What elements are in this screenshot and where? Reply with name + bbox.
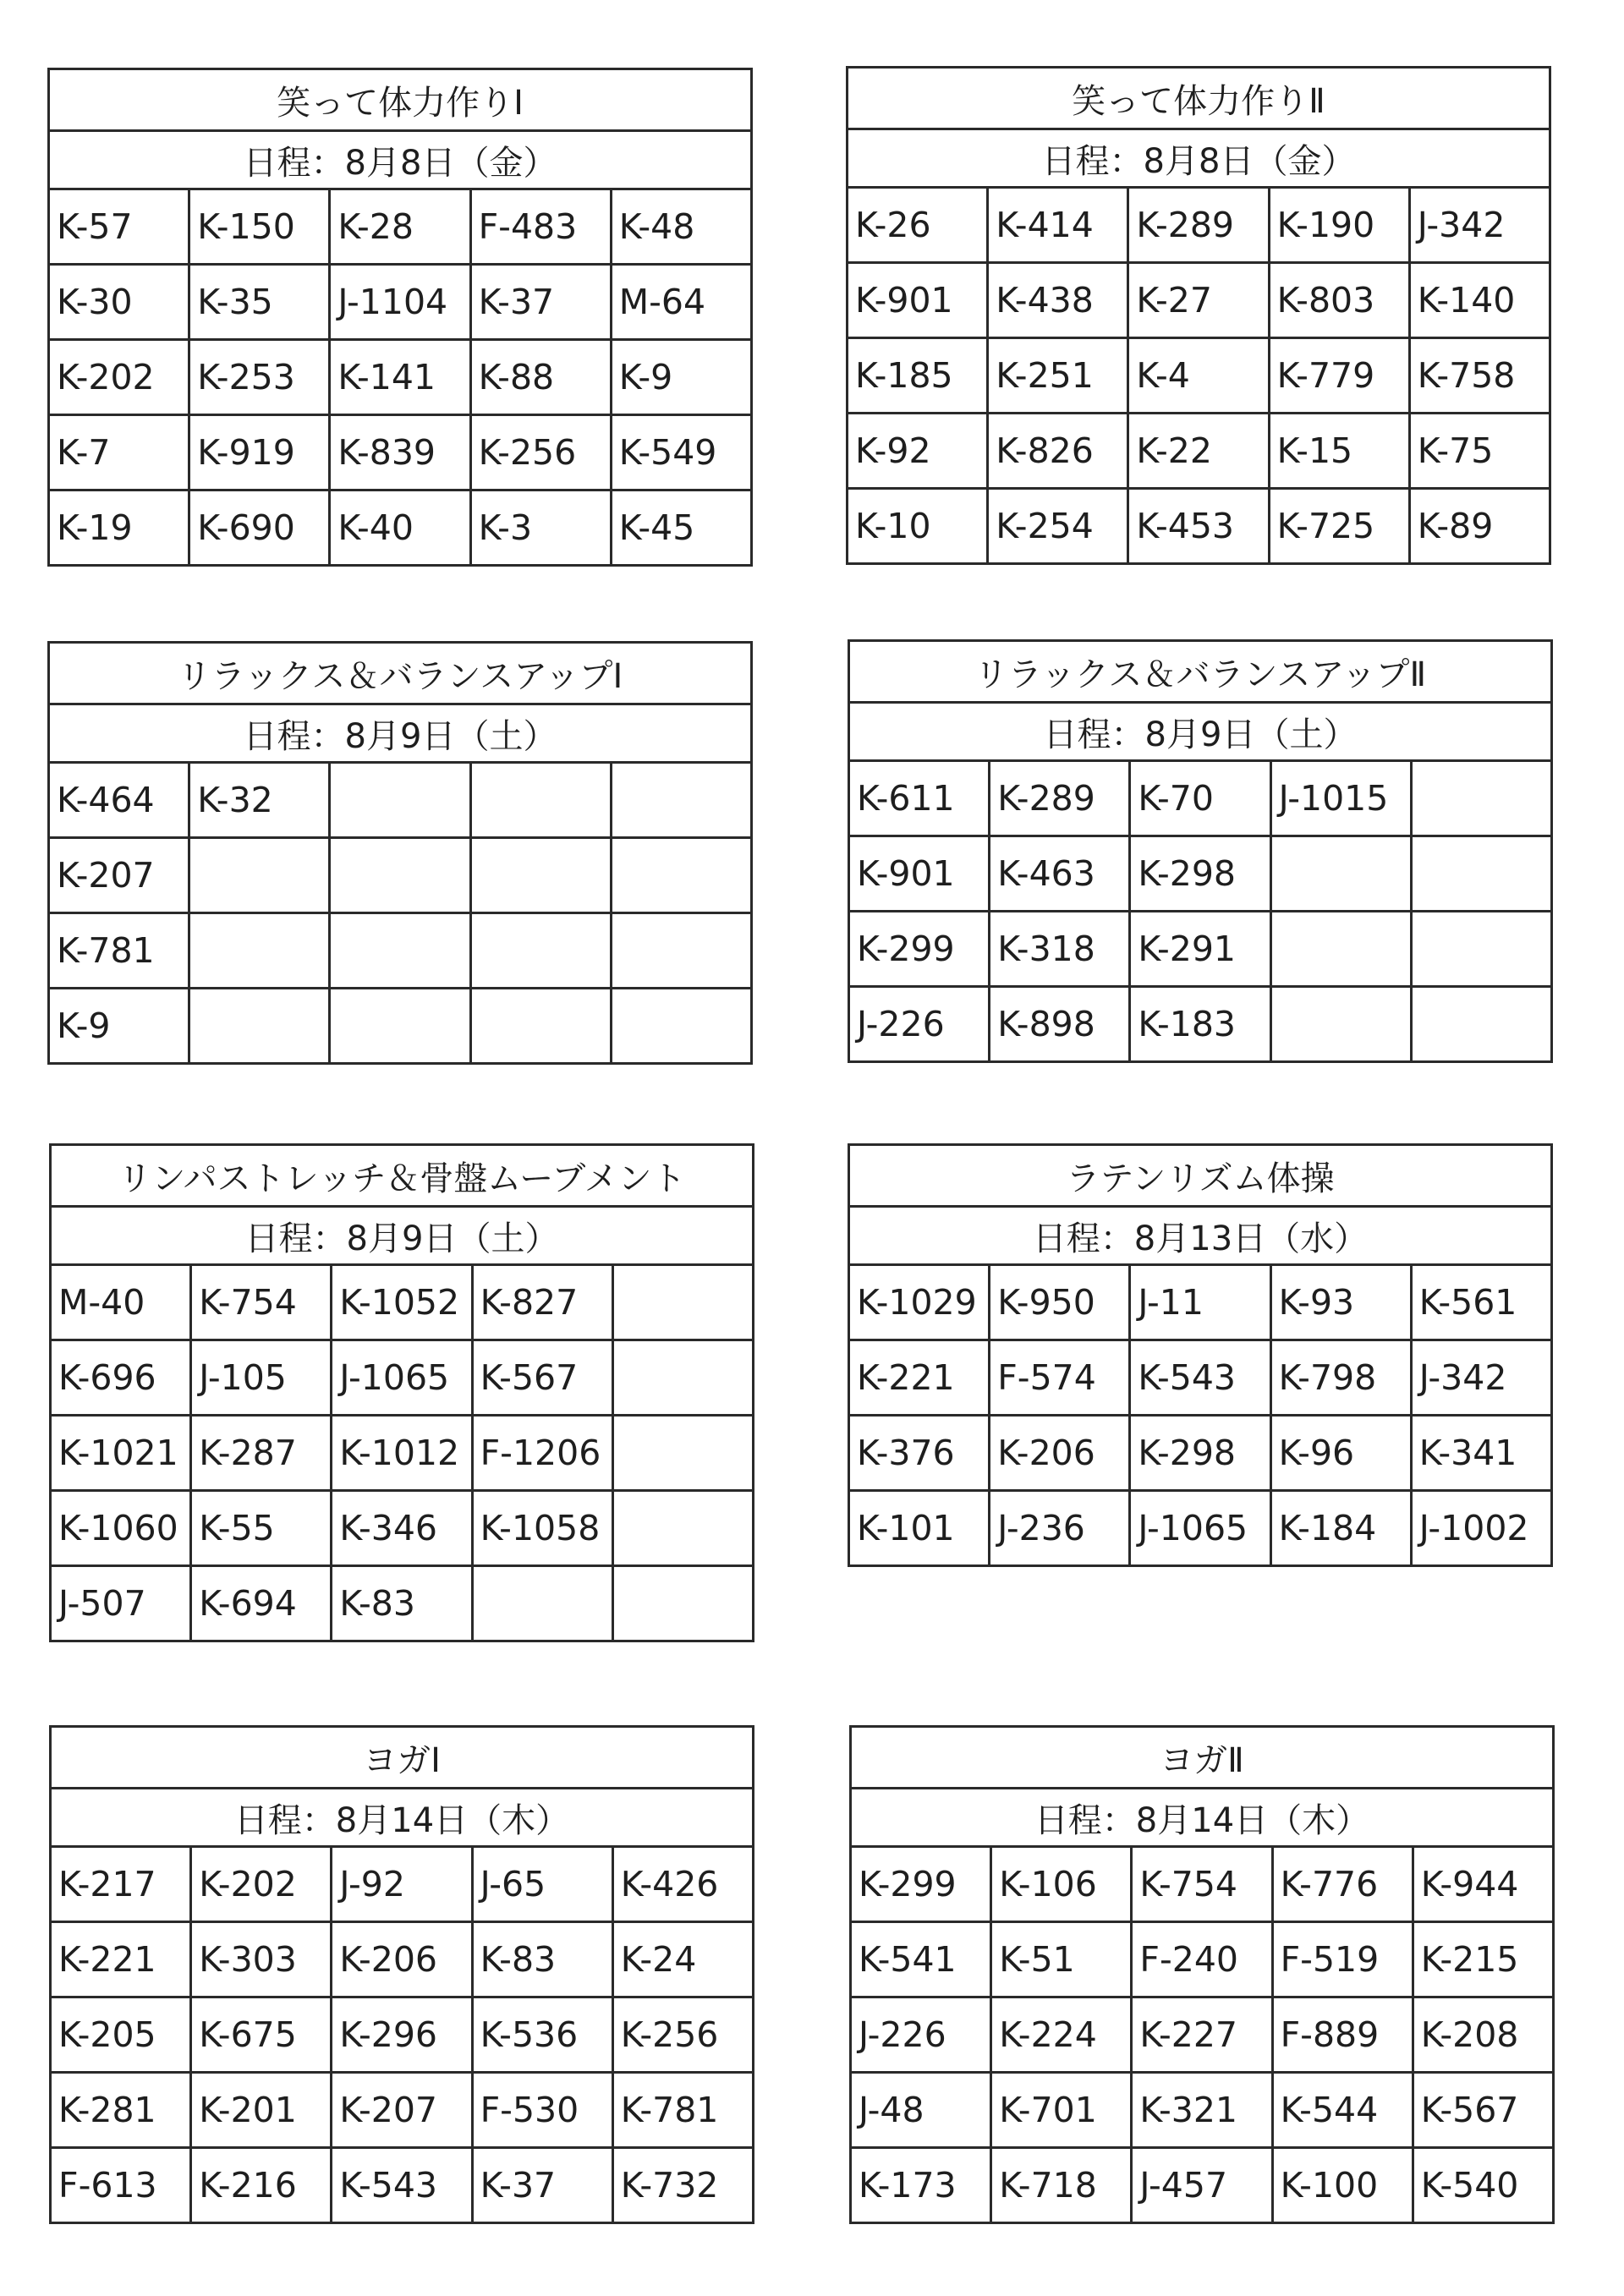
member-id-cell: K-75: [1409, 414, 1550, 489]
member-id-cell: K-40: [330, 490, 470, 566]
member-id-cell: K-303: [191, 1922, 332, 1997]
table-row: [51, 1566, 754, 1641]
table-row: [849, 1265, 1552, 1340]
member-id-cell: K-549: [611, 415, 751, 490]
member-id-cell: [1270, 912, 1411, 987]
member-id-cell: K-37: [472, 2148, 612, 2223]
member-id-cell: K-758: [1409, 338, 1550, 414]
member-id-cell: K-826: [988, 414, 1128, 489]
member-id-cell: J-1015: [1270, 761, 1411, 836]
table-row: [51, 1265, 754, 1340]
table-row: [848, 489, 1550, 564]
member-id-cell: K-190: [1269, 188, 1409, 263]
table-row: [51, 2073, 754, 2148]
member-id-cell: K-318: [990, 912, 1130, 987]
attendee-block: [848, 639, 1553, 1063]
member-id-cell: K-291: [1130, 912, 1270, 987]
member-id-cell: K-101: [849, 1491, 990, 1566]
member-id-cell: K-4: [1128, 338, 1269, 414]
member-id-cell: K-299: [849, 912, 990, 987]
member-id-cell: [611, 763, 751, 838]
member-id-cell: K-207: [332, 2073, 472, 2148]
table-row: [851, 2073, 1554, 2148]
member-id-cell: K-30: [49, 265, 189, 340]
member-id-cell: K-251: [988, 338, 1128, 414]
member-id-cell: J-1002: [1411, 1491, 1551, 1566]
member-id-cell: J-48: [851, 2073, 991, 2148]
member-id-cell: K-453: [1128, 489, 1269, 564]
member-id-cell: [470, 913, 611, 989]
member-id-cell: K-26: [848, 188, 988, 263]
member-id-cell: K-779: [1269, 338, 1409, 414]
class-title: 笑って体力作りⅡ: [848, 68, 1550, 129]
member-id-cell: K-298: [1130, 836, 1270, 912]
table-row: [848, 414, 1550, 489]
member-id-cell: K-89: [1409, 489, 1550, 564]
member-id-cell: J-226: [849, 987, 990, 1062]
table-row: [51, 2148, 754, 2223]
table-row: [49, 490, 752, 566]
member-id-cell: K-414: [988, 188, 1128, 263]
class-date: 日程：8月9日（土）: [849, 703, 1552, 761]
member-id-cell: M-40: [51, 1265, 191, 1340]
member-id-cell: K-19: [49, 490, 189, 566]
table-row: [51, 1922, 754, 1997]
member-id-cell: K-221: [51, 1922, 191, 1997]
member-id-cell: K-10: [848, 489, 988, 564]
member-id-cell: K-289: [1128, 188, 1269, 263]
member-id-cell: K-543: [332, 2148, 472, 2223]
member-id-cell: [189, 838, 330, 913]
member-id-cell: K-464: [49, 763, 189, 838]
member-id-cell: K-70: [1130, 761, 1270, 836]
member-id-cell: K-901: [849, 836, 990, 912]
table-row: [49, 838, 752, 913]
member-id-cell: K-694: [191, 1566, 332, 1641]
member-id-cell: K-206: [332, 1922, 472, 1997]
member-id-cell: J-92: [332, 1847, 472, 1922]
member-id-cell: K-93: [1270, 1265, 1411, 1340]
member-id-cell: [612, 1566, 753, 1641]
member-id-cell: [1270, 987, 1411, 1062]
member-id-cell: K-718: [991, 2148, 1132, 2223]
member-id-cell: K-256: [612, 1997, 753, 2073]
member-id-cell: K-48: [611, 189, 751, 265]
member-id-cell: K-732: [612, 2148, 753, 2223]
table-row: [51, 1997, 754, 2073]
table-row: [49, 913, 752, 989]
member-id-cell: K-1058: [472, 1491, 612, 1566]
member-id-cell: K-839: [330, 415, 470, 490]
member-id-cell: K-950: [990, 1265, 1130, 1340]
member-id-cell: K-1060: [51, 1491, 191, 1566]
table-row: [848, 263, 1550, 338]
member-id-cell: F-574: [990, 1340, 1130, 1416]
member-id-cell: J-1104: [330, 265, 470, 340]
member-id-cell: F-519: [1272, 1922, 1413, 1997]
member-id-cell: K-201: [191, 2073, 332, 2148]
member-id-cell: K-541: [851, 1922, 991, 1997]
member-id-cell: K-227: [1132, 1997, 1272, 2073]
member-id-cell: K-321: [1132, 2073, 1272, 2148]
member-id-cell: K-173: [851, 2148, 991, 2223]
member-id-cell: K-37: [470, 265, 611, 340]
member-id-cell: K-7: [49, 415, 189, 490]
table-row: [51, 1416, 754, 1491]
member-id-cell: K-141: [330, 340, 470, 415]
attendee-block: [849, 1725, 1555, 2224]
table-row: [849, 761, 1552, 836]
member-id-cell: [612, 1491, 753, 1566]
member-id-cell: K-376: [849, 1416, 990, 1491]
member-id-cell: K-96: [1270, 1416, 1411, 1491]
member-id-cell: [611, 838, 751, 913]
member-id-cell: K-32: [189, 763, 330, 838]
member-id-cell: K-15: [1269, 414, 1409, 489]
member-id-cell: K-27: [1128, 263, 1269, 338]
member-id-cell: [330, 763, 470, 838]
member-id-cell: K-45: [611, 490, 751, 566]
member-id-cell: F-483: [470, 189, 611, 265]
member-id-cell: K-690: [189, 490, 330, 566]
member-id-cell: J-236: [990, 1491, 1130, 1566]
member-id-cell: K-611: [849, 761, 990, 836]
table-row: [849, 987, 1552, 1062]
table-row: [49, 189, 752, 265]
table-row: [849, 1491, 1552, 1566]
member-id-cell: [330, 913, 470, 989]
member-id-cell: J-11: [1130, 1265, 1270, 1340]
class-date: 日程：8月9日（土）: [49, 704, 752, 763]
member-id-cell: K-88: [470, 340, 611, 415]
member-id-cell: K-184: [1270, 1491, 1411, 1566]
member-id-cell: K-83: [332, 1566, 472, 1641]
table-row: [49, 989, 752, 1064]
table-row: [851, 2148, 1554, 2223]
table-row: [848, 188, 1550, 263]
member-id-cell: K-281: [51, 2073, 191, 2148]
member-id-cell: [612, 1416, 753, 1491]
attendee-block: [49, 1725, 754, 2224]
member-id-cell: K-463: [990, 836, 1130, 912]
member-id-cell: K-9: [49, 989, 189, 1064]
member-id-cell: K-561: [1411, 1265, 1551, 1340]
member-id-cell: F-889: [1272, 1997, 1413, 2073]
member-id-cell: [611, 989, 751, 1064]
member-id-cell: K-298: [1130, 1416, 1270, 1491]
member-id-cell: K-185: [848, 338, 988, 414]
member-id-cell: K-224: [991, 1997, 1132, 2073]
member-id-cell: K-438: [988, 263, 1128, 338]
table-row: [51, 1340, 754, 1416]
member-id-cell: K-28: [330, 189, 470, 265]
member-id-cell: K-346: [332, 1491, 472, 1566]
member-id-cell: K-9: [611, 340, 751, 415]
member-id-cell: [1411, 912, 1551, 987]
class-date: 日程：8月8日（金）: [49, 131, 752, 189]
member-id-cell: J-1065: [1130, 1491, 1270, 1566]
member-id-cell: K-299: [851, 1847, 991, 1922]
table-row: [49, 265, 752, 340]
member-id-cell: K-567: [1413, 2073, 1553, 2148]
member-id-cell: K-57: [49, 189, 189, 265]
member-id-cell: K-217: [51, 1847, 191, 1922]
member-id-cell: K-253: [189, 340, 330, 415]
member-id-cell: F-1206: [472, 1416, 612, 1491]
member-id-cell: K-202: [191, 1847, 332, 1922]
member-id-cell: [189, 989, 330, 1064]
member-id-cell: K-544: [1272, 2073, 1413, 2148]
member-id-cell: [330, 989, 470, 1064]
member-id-cell: K-256: [470, 415, 611, 490]
member-id-cell: K-35: [189, 265, 330, 340]
member-id-cell: K-205: [51, 1997, 191, 2073]
table-row: [848, 338, 1550, 414]
table-row: [851, 1847, 1554, 1922]
member-id-cell: K-803: [1269, 263, 1409, 338]
table-row: [849, 1416, 1552, 1491]
member-id-cell: [470, 763, 611, 838]
table-row: [49, 763, 752, 838]
member-id-cell: [612, 1340, 753, 1416]
member-id-cell: K-754: [1132, 1847, 1272, 1922]
member-id-cell: F-613: [51, 2148, 191, 2223]
member-id-cell: K-254: [988, 489, 1128, 564]
member-id-cell: J-1065: [332, 1340, 472, 1416]
member-id-cell: K-100: [1272, 2148, 1413, 2223]
member-id-cell: K-183: [1130, 987, 1270, 1062]
member-id-cell: K-1021: [51, 1416, 191, 1491]
member-id-cell: K-781: [49, 913, 189, 989]
member-id-cell: J-507: [51, 1566, 191, 1641]
member-id-cell: K-106: [991, 1847, 1132, 1922]
member-id-cell: K-725: [1269, 489, 1409, 564]
member-id-cell: K-567: [472, 1340, 612, 1416]
member-id-cell: K-208: [1413, 1997, 1553, 2073]
member-id-cell: [470, 838, 611, 913]
attendee-block: [49, 1143, 754, 1642]
class-title: ラテンリズム体操: [849, 1145, 1552, 1207]
member-id-cell: K-781: [612, 2073, 753, 2148]
member-id-cell: K-701: [991, 2073, 1132, 2148]
attendee-block: [47, 641, 753, 1065]
member-id-cell: J-342: [1411, 1340, 1551, 1416]
table-row: [851, 1997, 1554, 2073]
class-date: 日程：8月8日（金）: [848, 129, 1550, 188]
table-row: [849, 836, 1552, 912]
member-id-cell: K-24: [612, 1922, 753, 1997]
member-id-cell: J-226: [851, 1997, 991, 2073]
member-id-cell: K-202: [49, 340, 189, 415]
attendee-block: [846, 66, 1551, 565]
member-id-cell: K-540: [1413, 2148, 1553, 2223]
member-id-cell: K-140: [1409, 263, 1550, 338]
class-title: リラックス＆バランスアップⅡ: [849, 641, 1552, 703]
member-id-cell: [470, 989, 611, 1064]
member-id-cell: [472, 1566, 612, 1641]
member-id-cell: K-798: [1270, 1340, 1411, 1416]
member-id-cell: K-215: [1413, 1922, 1553, 1997]
member-id-cell: F-240: [1132, 1922, 1272, 1997]
class-date: 日程：8月13日（水）: [849, 1207, 1552, 1265]
member-id-cell: K-696: [51, 1340, 191, 1416]
member-id-cell: J-457: [1132, 2148, 1272, 2223]
class-date: 日程：8月14日（木）: [51, 1789, 754, 1847]
member-id-cell: K-901: [848, 263, 988, 338]
member-id-cell: K-216: [191, 2148, 332, 2223]
class-date: 日程：8月9日（土）: [51, 1207, 754, 1265]
member-id-cell: [1411, 987, 1551, 1062]
table-row: [851, 1922, 1554, 1997]
table-row: [51, 1491, 754, 1566]
class-title: ヨガⅠ: [51, 1727, 754, 1789]
attendee-block: [47, 68, 753, 567]
table-row: [49, 340, 752, 415]
member-id-cell: [330, 838, 470, 913]
table-row: [49, 415, 752, 490]
member-id-cell: K-207: [49, 838, 189, 913]
class-date: 日程：8月14日（木）: [851, 1789, 1554, 1847]
class-title: リンパストレッチ＆骨盤ムーブメント: [51, 1145, 754, 1207]
member-id-cell: K-1029: [849, 1265, 990, 1340]
table-row: [849, 912, 1552, 987]
class-title: ヨガⅡ: [851, 1727, 1554, 1789]
class-title: リラックス＆バランスアップⅠ: [49, 643, 752, 704]
member-id-cell: K-898: [990, 987, 1130, 1062]
member-id-cell: K-776: [1272, 1847, 1413, 1922]
member-id-cell: J-65: [472, 1847, 612, 1922]
member-id-cell: [1411, 761, 1551, 836]
table-row: [51, 1847, 754, 1922]
member-id-cell: K-944: [1413, 1847, 1553, 1922]
member-id-cell: K-92: [848, 414, 988, 489]
member-id-cell: K-754: [191, 1265, 332, 1340]
member-id-cell: [1411, 836, 1551, 912]
member-id-cell: K-341: [1411, 1416, 1551, 1491]
member-id-cell: J-105: [191, 1340, 332, 1416]
member-id-cell: [189, 913, 330, 989]
member-id-cell: K-221: [849, 1340, 990, 1416]
class-title: 笑って体力作りⅠ: [49, 69, 752, 131]
member-id-cell: K-1012: [332, 1416, 472, 1491]
member-id-cell: K-206: [990, 1416, 1130, 1491]
member-id-cell: F-530: [472, 2073, 612, 2148]
attendee-block: [848, 1143, 1553, 1567]
member-id-cell: K-55: [191, 1491, 332, 1566]
member-id-cell: K-3: [470, 490, 611, 566]
member-id-cell: K-536: [472, 1997, 612, 2073]
member-id-cell: K-51: [991, 1922, 1132, 1997]
member-id-cell: K-287: [191, 1416, 332, 1491]
member-id-cell: K-827: [472, 1265, 612, 1340]
member-id-cell: K-919: [189, 415, 330, 490]
member-id-cell: K-289: [990, 761, 1130, 836]
member-id-cell: K-296: [332, 1997, 472, 2073]
member-id-cell: [612, 1265, 753, 1340]
member-id-cell: K-83: [472, 1922, 612, 1997]
member-id-cell: K-675: [191, 1997, 332, 2073]
member-id-cell: M-64: [611, 265, 751, 340]
table-row: [849, 1340, 1552, 1416]
member-id-cell: [611, 913, 751, 989]
member-id-cell: J-342: [1409, 188, 1550, 263]
member-id-cell: K-426: [612, 1847, 753, 1922]
member-id-cell: K-1052: [332, 1265, 472, 1340]
member-id-cell: K-150: [189, 189, 330, 265]
member-id-cell: [1270, 836, 1411, 912]
member-id-cell: K-22: [1128, 414, 1269, 489]
member-id-cell: K-543: [1130, 1340, 1270, 1416]
